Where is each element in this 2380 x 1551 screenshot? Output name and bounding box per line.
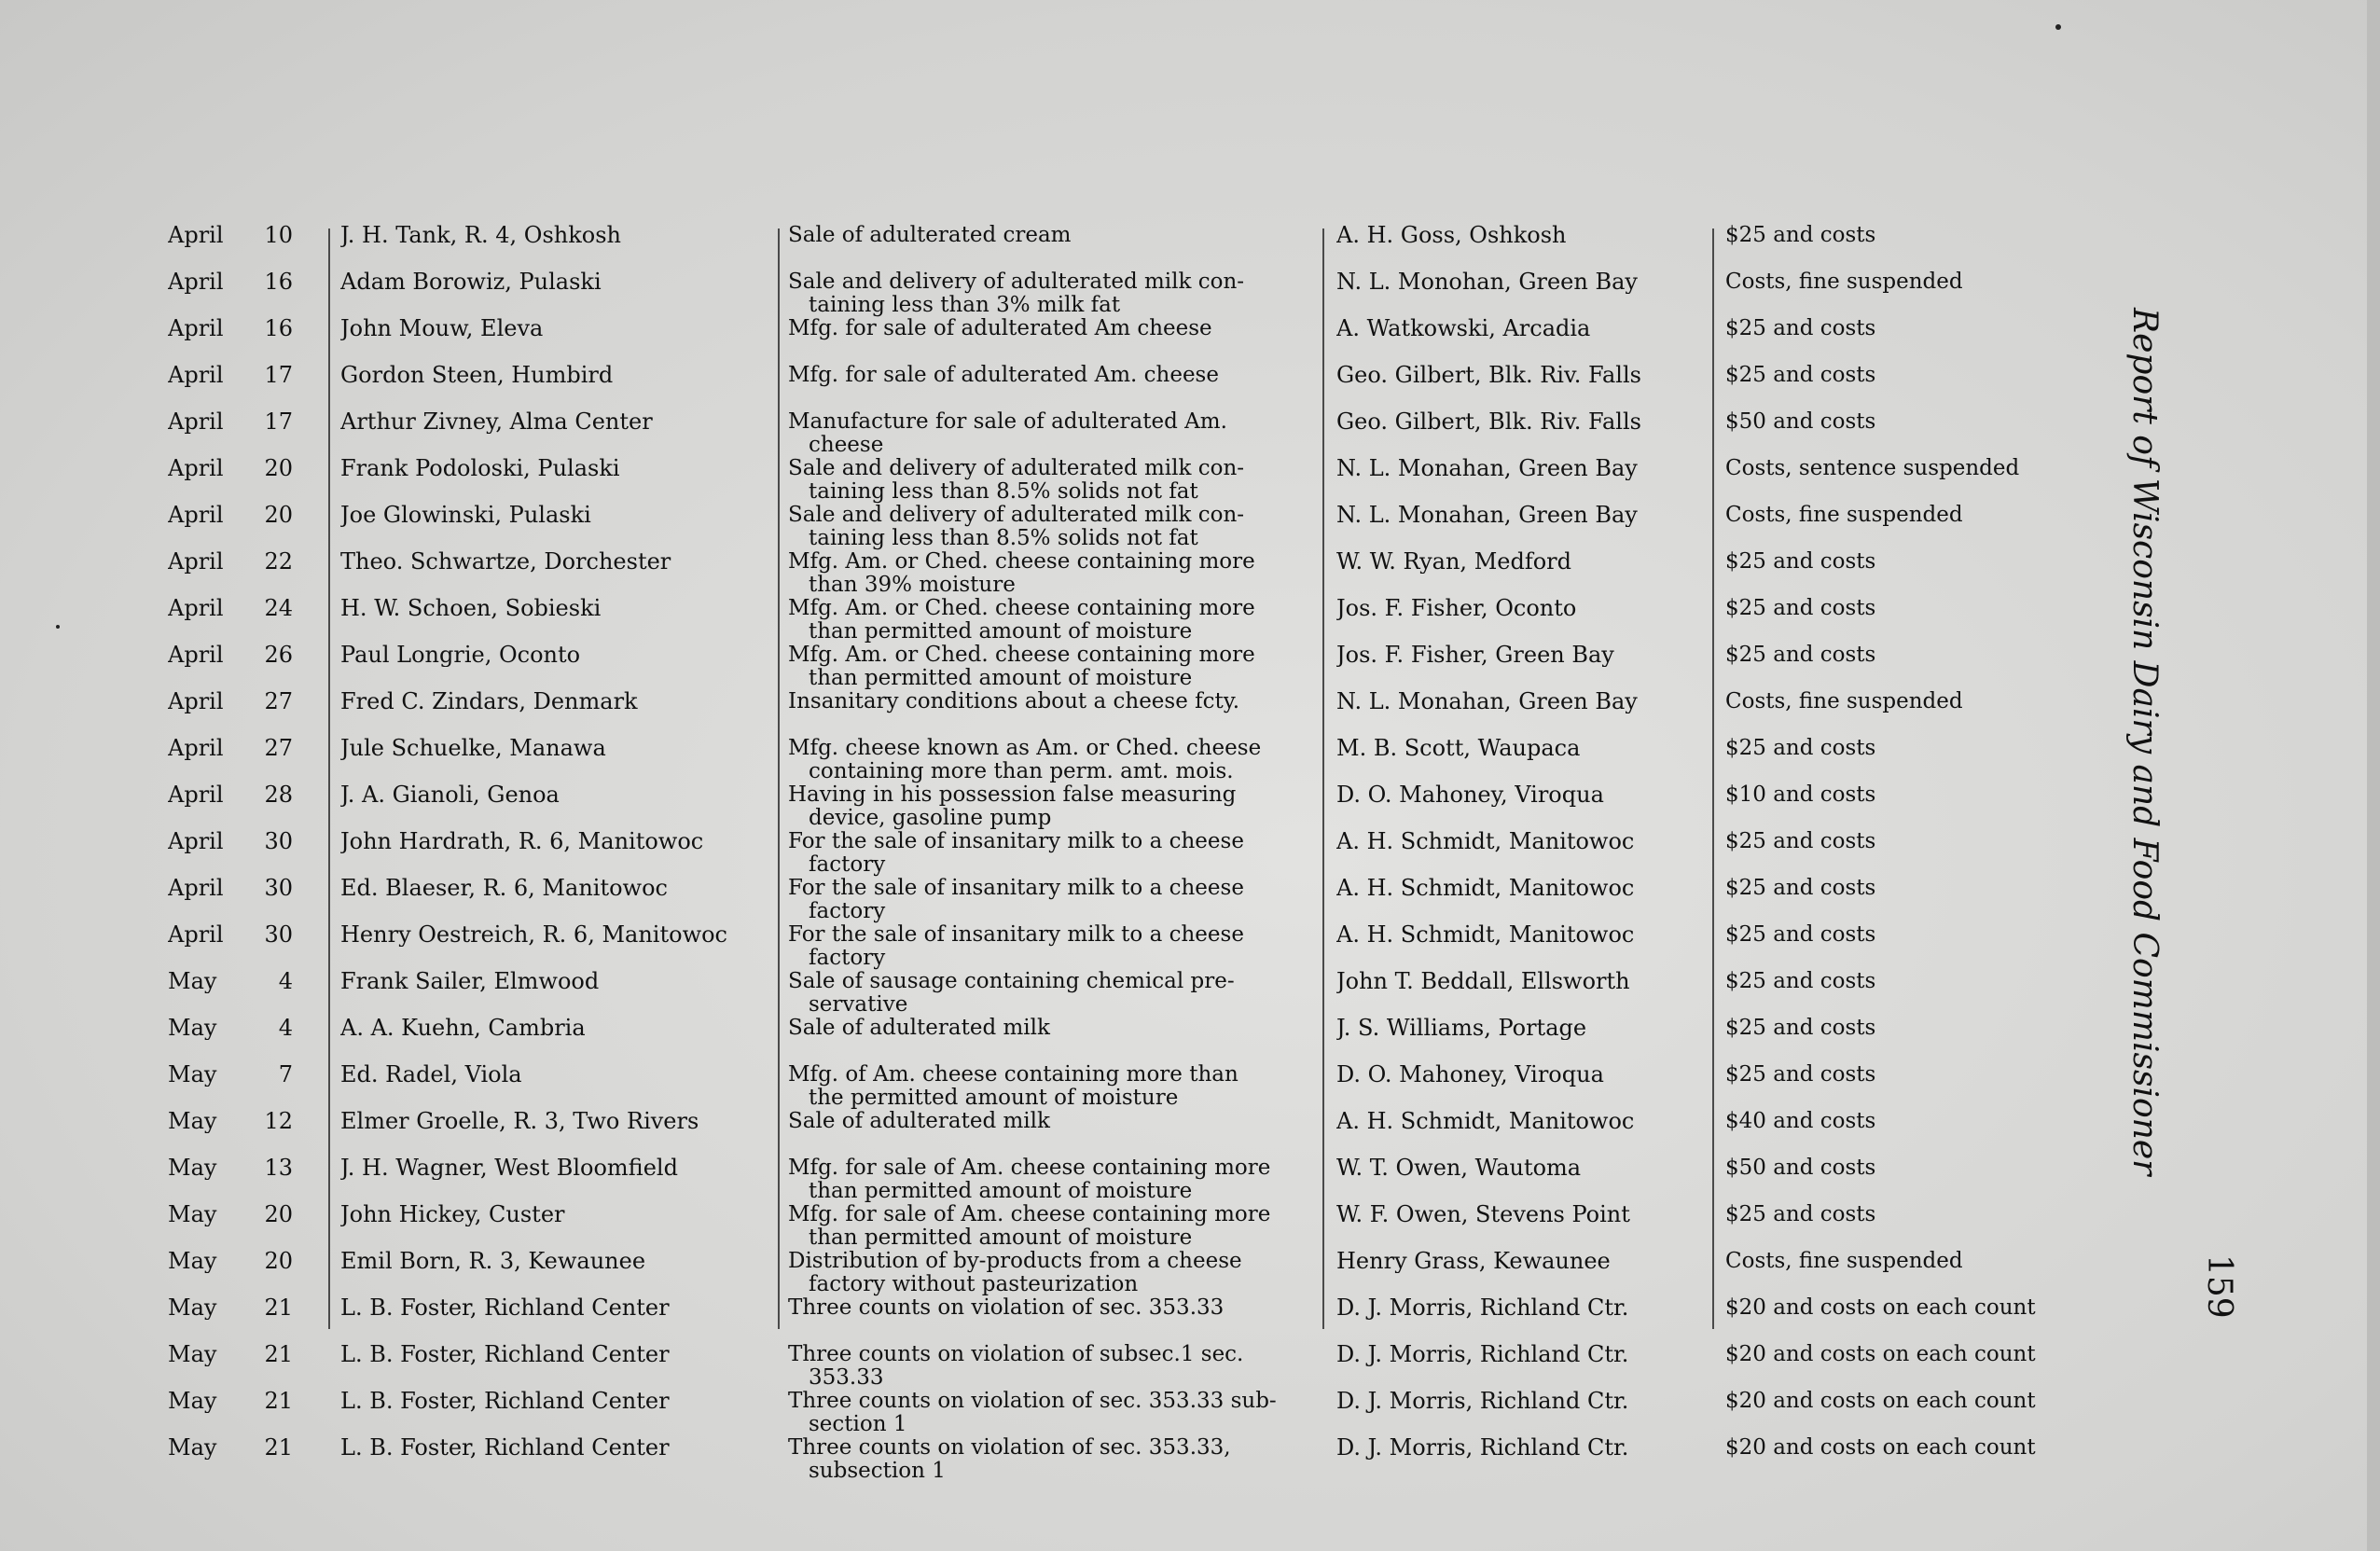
complainant-name: A. H. Schmidt, Manitowoc <box>1336 877 1635 900</box>
date-month: April <box>168 783 224 807</box>
complainant-name: John T. Beddall, Ellsworth <box>1336 970 1630 993</box>
running-header: Report of Wisconsin Dairy and Food Commissioner <box>2125 308 2164 1176</box>
date-day: 24 <box>264 597 293 620</box>
charge-text <box>788 1436 1321 1483</box>
defendant-name: Theo. Schwartze, Dorchester <box>340 550 671 574</box>
complainant-name: N. L. Monahan, Green Bay <box>1336 504 1638 527</box>
date-day: 20 <box>264 1250 293 1273</box>
defendant-name: L. B. Foster, Richland Center <box>340 1390 670 1413</box>
date-day: 17 <box>264 364 293 387</box>
disposition-text: $25 and costs <box>1725 1203 1876 1226</box>
disposition-text: $25 and costs <box>1725 1017 1876 1040</box>
page-number: 159 <box>2200 1254 2238 1319</box>
disposition-text: $25 and costs <box>1725 550 1876 574</box>
date-day: 7 <box>278 1063 293 1087</box>
charge-line: taining less than 3% milk fat <box>809 293 1121 317</box>
charge-text <box>788 270 1321 317</box>
page-spine-shadow <box>2367 0 2380 1551</box>
charge-text <box>788 1110 1321 1133</box>
charge-line: taining less than 8.5% solids not fat <box>809 479 1198 504</box>
date-day: 16 <box>264 270 293 294</box>
date-month: May <box>168 1296 217 1320</box>
date-day: 4 <box>278 970 293 993</box>
disposition-text: $25 and costs <box>1725 737 1876 760</box>
complainant-name: A. H. Schmidt, Manitowoc <box>1336 923 1635 947</box>
charge-line: Three counts on violation of sec. 353.33 <box>788 1296 1225 1320</box>
charge-text <box>788 317 1321 340</box>
charge-line: Mfg. for sale of adulterated Am cheese <box>788 317 1212 340</box>
charge-text <box>788 224 1321 247</box>
disposition-text: $25 and costs <box>1725 923 1876 947</box>
date-month: May <box>168 1343 217 1366</box>
defendant-name: Jule Schuelke, Manawa <box>340 737 606 760</box>
disposition-text: Costs, fine suspended <box>1725 270 1963 294</box>
defendant-name: Fred C. Zindars, Denmark <box>340 690 638 713</box>
complainant-name: A. H. Schmidt, Manitowoc <box>1336 830 1635 853</box>
complainant-name: A. H. Schmidt, Manitowoc <box>1336 1110 1635 1133</box>
date-month: April <box>168 364 224 387</box>
disposition-text: $20 and costs on each count <box>1725 1436 2036 1460</box>
charge-line: Sale and delivery of adulterated milk con- <box>788 270 1245 294</box>
date-month: April <box>168 224 224 247</box>
charge-text <box>788 923 1321 970</box>
complainant-name: Geo. Gilbert, Blk. Riv. Falls <box>1336 364 1641 387</box>
disposition-text: $25 and costs <box>1725 644 1876 667</box>
defendant-name: John Hardrath, R. 6, Manitowoc <box>340 830 704 853</box>
date-month: April <box>168 597 224 620</box>
charge-text <box>788 597 1321 644</box>
defendant-name: Frank Podoloski, Pulaski <box>340 457 620 480</box>
date-month: April <box>168 317 224 340</box>
charge-line: Three counts on violation of sec. 353.33 sub- <box>788 1390 1277 1413</box>
complainant-name: D. J. Morris, Richland Ctr. <box>1336 1296 1629 1320</box>
date-day: 30 <box>264 923 293 947</box>
charge-line: subsection 1 <box>809 1459 946 1483</box>
charge-text <box>788 504 1321 550</box>
disposition-text: $25 and costs <box>1725 877 1876 900</box>
date-month: May <box>168 1203 217 1226</box>
charge-text <box>788 1390 1321 1436</box>
table-row <box>168 877 2052 923</box>
table-row <box>168 410 2052 457</box>
date-day: 4 <box>278 1017 293 1040</box>
defendant-name: J. A. Gianoli, Genoa <box>340 783 560 807</box>
charge-text <box>788 970 1321 1017</box>
complainant-name: Jos. F. Fisher, Oconto <box>1336 597 1577 620</box>
complainant-name: D. O. Mahoney, Viroqua <box>1336 783 1604 807</box>
charge-text <box>788 1296 1321 1320</box>
charge-text <box>788 457 1321 504</box>
complainant-name: W. F. Owen, Stevens Point <box>1336 1203 1630 1226</box>
complainant-name: D. J. Morris, Richland Ctr. <box>1336 1436 1629 1460</box>
complainant-name: A. Watkowski, Arcadia <box>1336 317 1591 340</box>
defendant-name: Henry Oestreich, R. 6, Manitowoc <box>340 923 727 947</box>
defendant-name: Adam Borowiz, Pulaski <box>340 270 602 294</box>
disposition-text: $25 and costs <box>1725 1063 1876 1087</box>
charge-text <box>788 1343 1321 1390</box>
complainant-name: A. H. Goss, Oshkosh <box>1336 224 1567 247</box>
charge-line: than permitted amount of moisture <box>809 619 1193 644</box>
disposition-text: $25 and costs <box>1725 317 1876 340</box>
table-row <box>168 504 2052 550</box>
charge-line: containing more than perm. amt. mois. <box>809 759 1234 783</box>
date-month: April <box>168 923 224 947</box>
disposition-text: $25 and costs <box>1725 970 1876 993</box>
complainant-name: W. W. Ryan, Medford <box>1336 550 1571 574</box>
table-row <box>168 1250 2052 1296</box>
table-row <box>168 783 2052 830</box>
charge-line: For the sale of insanitary milk to a cheese <box>788 877 1244 900</box>
charge-line: Mfg. for sale of Am. cheese containing more <box>788 1203 1271 1226</box>
complainant-name: N. L. Monohan, Green Bay <box>1336 270 1638 294</box>
complainant-name: Henry Grass, Kewaunee <box>1336 1250 1611 1273</box>
defendant-name: J. H. Tank, R. 4, Oshkosh <box>340 224 621 247</box>
charge-text <box>788 830 1321 877</box>
charge-line: Mfg. Am. or Ched. cheese containing more <box>788 550 1255 574</box>
charge-text <box>788 1063 1321 1110</box>
complainant-name: J. S. Williams, Portage <box>1336 1017 1587 1040</box>
table-row <box>168 364 2052 410</box>
date-month: May <box>168 970 217 993</box>
disposition-text: Costs, fine suspended <box>1725 690 1963 713</box>
date-month: May <box>168 1017 217 1040</box>
disposition-text: $10 and costs <box>1725 783 1876 807</box>
defendant-name: Elmer Groelle, R. 3, Two Rivers <box>340 1110 699 1133</box>
charge-line: than permitted amount of moisture <box>809 1226 1193 1250</box>
date-month: May <box>168 1110 217 1133</box>
date-day: 28 <box>264 783 293 807</box>
complainant-name: N. L. Monahan, Green Bay <box>1336 457 1638 480</box>
complainant-name: N. L. Monahan, Green Bay <box>1336 690 1638 713</box>
charge-line: cheese <box>809 433 884 457</box>
date-day: 26 <box>264 644 293 667</box>
charge-line: factory without pasteurization <box>809 1272 1139 1296</box>
date-day: 20 <box>264 1203 293 1226</box>
charge-text <box>788 1017 1321 1040</box>
defendant-name: John Hickey, Custer <box>340 1203 565 1226</box>
date-day: 30 <box>264 830 293 853</box>
table-row <box>168 224 2052 270</box>
date-month: April <box>168 690 224 713</box>
charge-text <box>788 644 1321 690</box>
date-day: 12 <box>264 1110 293 1133</box>
charge-line: than 39% moisture <box>809 573 1016 597</box>
defendant-name: Arthur Zivney, Alma Center <box>340 410 653 434</box>
complainant-name: D. J. Morris, Richland Ctr. <box>1336 1343 1629 1366</box>
date-month: April <box>168 457 224 480</box>
charge-line: factory <box>809 899 886 923</box>
disposition-text: Costs, fine suspended <box>1725 1250 1963 1273</box>
charge-text <box>788 690 1321 713</box>
table-row <box>168 597 2052 644</box>
charge-text <box>788 1203 1321 1250</box>
table-row <box>168 923 2052 970</box>
charge-line: Insanitary conditions about a cheese fcty. <box>788 690 1240 713</box>
defendant-name: H. W. Schoen, Sobieski <box>340 597 602 620</box>
charge-text <box>788 550 1321 597</box>
charge-line: For the sale of insanitary milk to a cheese <box>788 923 1244 947</box>
disposition-text: $25 and costs <box>1725 830 1876 853</box>
charge-line: Sale of adulterated milk <box>788 1017 1050 1040</box>
complainant-name: Jos. F. Fisher, Green Bay <box>1336 644 1614 667</box>
complainant-name: D. J. Morris, Richland Ctr. <box>1336 1390 1629 1413</box>
complainant-name: Geo. Gilbert, Blk. Riv. Falls <box>1336 410 1641 434</box>
charge-line: Mfg. Am. or Ched. cheese containing more <box>788 597 1255 620</box>
disposition-text: $25 and costs <box>1725 597 1876 620</box>
table-row <box>168 1110 2052 1156</box>
defendant-name: Emil Born, R. 3, Kewaunee <box>340 1250 646 1273</box>
charge-line: Sale and delivery of adulterated milk con- <box>788 457 1245 480</box>
defendant-name: L. B. Foster, Richland Center <box>340 1436 670 1460</box>
defendant-name: L. B. Foster, Richland Center <box>340 1343 670 1366</box>
date-day: 17 <box>264 410 293 434</box>
disposition-text: $20 and costs on each count <box>1725 1390 2036 1413</box>
complainant-name: W. T. Owen, Wautoma <box>1336 1156 1582 1180</box>
complainant-name: M. B. Scott, Waupaca <box>1336 737 1581 760</box>
date-day: 13 <box>264 1156 293 1180</box>
disposition-text: Costs, fine suspended <box>1725 504 1963 527</box>
defendant-name: Gordon Steen, Humbird <box>340 364 614 387</box>
prosecutions-table <box>168 224 2052 1483</box>
date-month: May <box>168 1390 217 1413</box>
date-day: 21 <box>264 1390 293 1413</box>
date-day: 20 <box>264 504 293 527</box>
table-row <box>168 1436 2052 1483</box>
charge-text <box>788 410 1321 457</box>
table-row <box>168 270 2052 317</box>
charge-text <box>788 364 1321 387</box>
charge-line: Mfg. for sale of adulterated Am. cheese <box>788 364 1219 387</box>
charge-line: Sale and delivery of adulterated milk con- <box>788 504 1245 527</box>
disposition-text: $25 and costs <box>1725 224 1876 247</box>
charge-line: 353.33 <box>809 1365 884 1390</box>
charge-line: Sale of adulterated milk <box>788 1110 1050 1133</box>
defendant-name: Paul Longrie, Oconto <box>340 644 581 667</box>
date-day: 21 <box>264 1296 293 1320</box>
defendant-name: Frank Sailer, Elmwood <box>340 970 600 993</box>
defendant-name: Ed. Radel, Viola <box>340 1063 522 1087</box>
date-day: 27 <box>264 690 293 713</box>
date-month: May <box>168 1436 217 1460</box>
disposition-text: $50 and costs <box>1725 1156 1876 1180</box>
date-month: May <box>168 1250 217 1273</box>
table-row <box>168 970 2052 1017</box>
date-month: April <box>168 410 224 434</box>
table-row <box>168 1203 2052 1250</box>
table-row <box>168 830 2052 877</box>
disposition-text: $25 and costs <box>1725 364 1876 387</box>
date-day: 21 <box>264 1343 293 1366</box>
date-day: 10 <box>264 224 293 247</box>
charge-text <box>788 783 1321 830</box>
complainant-name: D. O. Mahoney, Viroqua <box>1336 1063 1604 1087</box>
table-row <box>168 317 2052 364</box>
charge-line: Three counts on violation of subsec.1 sec. <box>788 1343 1244 1366</box>
date-month: April <box>168 504 224 527</box>
date-day: 27 <box>264 737 293 760</box>
date-month: April <box>168 550 224 574</box>
charge-text <box>788 1250 1321 1296</box>
charge-text <box>788 737 1321 783</box>
charge-line: Mfg. of Am. cheese containing more than <box>788 1063 1238 1087</box>
defendant-name: L. B. Foster, Richland Center <box>340 1296 670 1320</box>
scan-speck <box>2055 24 2061 30</box>
charge-line: the permitted amount of moisture <box>809 1086 1179 1110</box>
date-day: 30 <box>264 877 293 900</box>
date-day: 21 <box>264 1436 293 1460</box>
date-day: 22 <box>264 550 293 574</box>
table-row <box>168 644 2052 690</box>
disposition-text: Costs, sentence suspended <box>1725 457 2020 480</box>
date-day: 16 <box>264 317 293 340</box>
date-day: 20 <box>264 457 293 480</box>
defendant-name: A. A. Kuehn, Cambria <box>340 1017 586 1040</box>
table-row <box>168 457 2052 504</box>
charge-line: section 1 <box>809 1412 907 1436</box>
defendant-name: Ed. Blaeser, R. 6, Manitowoc <box>340 877 668 900</box>
charge-line: taining less than 8.5% solids not fat <box>809 526 1198 550</box>
date-month: May <box>168 1156 217 1180</box>
disposition-text: $20 and costs on each count <box>1725 1343 2036 1366</box>
charge-line: Sale of sausage containing chemical pre- <box>788 970 1235 993</box>
table-row <box>168 1390 2052 1436</box>
disposition-text: $40 and costs <box>1725 1110 1876 1133</box>
charge-line: factory <box>809 946 886 970</box>
date-month: May <box>168 1063 217 1087</box>
date-month: April <box>168 877 224 900</box>
charge-line: Three counts on violation of sec. 353.33, <box>788 1436 1231 1460</box>
defendant-name: Joe Glowinski, Pulaski <box>340 504 591 527</box>
charge-line: For the sale of insanitary milk to a cheese <box>788 830 1244 853</box>
defendant-name: John Mouw, Eleva <box>340 317 544 340</box>
charge-line: Having in his possession false measuring <box>788 783 1237 807</box>
disposition-text: $20 and costs on each count <box>1725 1296 2036 1320</box>
table-row <box>168 550 2052 597</box>
date-month: April <box>168 830 224 853</box>
table-row <box>168 690 2052 737</box>
charge-line: Distribution of by-products from a cheese <box>788 1250 1242 1273</box>
date-month: April <box>168 737 224 760</box>
table-row <box>168 1296 2052 1343</box>
charge-line: than permitted amount of moisture <box>809 1179 1193 1203</box>
charge-line: Mfg. Am. or Ched. cheese containing more <box>788 644 1255 667</box>
table-row <box>168 1063 2052 1110</box>
charge-text <box>788 877 1321 923</box>
date-month: April <box>168 644 224 667</box>
charge-line: Sale of adulterated cream <box>788 224 1072 247</box>
charge-line: servative <box>809 992 908 1017</box>
charge-line: Mfg. cheese known as Am. or Ched. cheese <box>788 737 1262 760</box>
scan-speck <box>56 625 60 629</box>
charge-line: factory <box>809 852 886 877</box>
table-row <box>168 737 2052 783</box>
charge-line: device, gasoline pump <box>809 806 1052 830</box>
table-row <box>168 1017 2052 1063</box>
charge-line: than permitted amount of moisture <box>809 666 1193 690</box>
table-row <box>168 1156 2052 1203</box>
table-row <box>168 1343 2052 1390</box>
defendant-name: J. H. Wagner, West Bloomfield <box>340 1156 678 1180</box>
date-month: April <box>168 270 224 294</box>
charge-text <box>788 1156 1321 1203</box>
disposition-text: $50 and costs <box>1725 410 1876 434</box>
charge-line: Mfg. for sale of Am. cheese containing more <box>788 1156 1271 1180</box>
charge-line: Manufacture for sale of adulterated Am. <box>788 410 1227 434</box>
